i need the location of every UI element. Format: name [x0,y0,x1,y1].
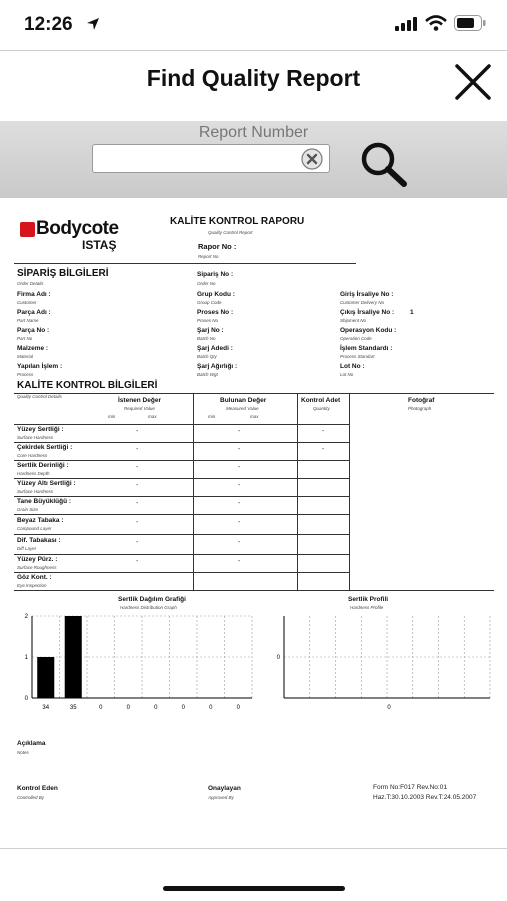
qc-row-label: Dif. Tabakası : [17,537,61,544]
field-label: Malzeme : [17,345,49,352]
field-en: Batch Wgt [197,372,218,377]
field-en: Proses No [197,318,219,323]
qc-req: - [136,519,139,526]
x-tick-label: 35 [69,705,77,711]
y-tick-label: 0 [24,696,28,702]
qc-req: - [136,558,139,565]
qc-row-label: Tane Büyüklüğü : [17,498,72,505]
form-number: Form No:F017 Rev.No:01 [373,784,447,791]
qc-header: Fotoğraf [408,397,435,404]
field-label: Proses No : [197,309,234,316]
field-label: Şarj Ağırlığı : [197,363,238,370]
order-section-en: Order Details [17,281,44,286]
bar [37,657,54,698]
quality-report-document [0,198,507,848]
qc-header: Bulunan Değer [220,397,267,404]
report-title: KALİTE KONTROL RAPORU [170,216,305,227]
qc-req: - [136,428,139,435]
qc-row-en: Eye Inspection [17,583,47,588]
qc-meas: - [238,446,241,453]
qc-row-label: Beyaz Tabaka : [17,517,64,524]
nav-header [0,50,507,122]
qc-row-label: Yüzey Altı Sertliği : [17,480,76,487]
search-bar [0,121,507,199]
hardness-distribution-chart [18,608,258,718]
report-no-en: Report No [198,254,219,259]
status-time: 12:26 [24,14,73,35]
qc-row-en: Surface Roughness [17,565,57,570]
hardness-profile-title: Sertlik Profili [348,596,389,603]
controlled-by-label: Kontrol Eden [17,785,58,792]
cellular-signal-icon [395,17,417,31]
qc-row-en: Core Hardness [17,453,48,458]
y-tick-label: 0 [276,655,280,661]
field-label: Parça Adı : [17,309,51,316]
qc-header: İstenen Değer [118,397,161,404]
field-en: Shipment No [340,318,367,323]
field-en: Lot No [340,372,354,377]
qc-header: Kontrol Adet [301,397,341,404]
qc-sub: max [148,414,157,419]
field-label: Lot No : [340,363,365,370]
qc-meas: - [238,428,241,435]
field-en: Operation Code [340,336,372,341]
report-number-input[interactable] [92,144,330,173]
qc-row-en: Diff Layer [17,546,37,551]
field-en: Order No [197,281,216,286]
controlled-by-en: Controlled By [17,795,45,800]
search-icon[interactable] [356,137,410,191]
qc-row-label: Yüzey Sertliği : [17,426,64,433]
qc-req: - [136,446,139,453]
field-label: Yapılan İşlem : [17,363,63,370]
qc-row-label: Sertlik Derinliği : [17,462,69,469]
qc-row-label: Yüzey Pürz. : [17,556,58,563]
wifi-icon [425,15,447,31]
field-label: Giriş İrsaliye No : [340,291,394,298]
field-en: Process [17,372,34,377]
qc-row-en: Surface Hardness [17,489,54,494]
field-label: Şarj Adedi : [197,345,233,352]
x-tick-label: 0 [181,705,185,711]
y-tick-label: 1 [24,655,28,661]
battery-icon [454,15,486,31]
qc-row-en: Hardness Depth [17,471,50,476]
qc-header-en: Photograph [408,406,432,411]
field-label: Çıkış İrsaliye No : [340,309,395,316]
field-en: Part Name [17,318,39,323]
qc-req: - [136,482,139,489]
hardness-dist-title: Sertlik Dağılım Grafiği [118,596,186,603]
notes-label: Açıklama [17,740,46,747]
notes-en: Notes [17,750,29,755]
qc-header-en: Measured Value [226,406,259,411]
y-tick-label: 2 [24,614,28,620]
qc-sub: min [208,414,216,419]
qc-row-label: Göz Kont. : [17,574,52,581]
clear-icon[interactable] [301,148,323,170]
qc-header-en: Required Value [124,406,155,411]
qc-meas: - [238,539,241,546]
report-no-label: Rapor No : [198,242,237,251]
qc-meas: - [238,519,241,526]
field-en: Customer [17,300,37,305]
x-tick-label: 0 [236,705,240,711]
status-bar [0,0,507,50]
logo-sub: ISTAŞ [82,238,117,252]
x-tick-label: 0 [209,705,213,711]
field-label: Parça No : [17,327,50,334]
report-title-en: Quality Control Report [208,230,253,235]
search-label: Report Number [198,124,309,141]
field-en: Batch No [197,336,216,341]
page-title: Find Quality Report [146,65,361,91]
qc-row-label: Çekirdek Sertliği : [17,444,73,451]
qc-qty: - [322,446,325,453]
field-label: Grup Kodu : [197,291,235,298]
x-tick-label: 34 [42,705,50,711]
field-label: Operasyon Kodu : [340,327,397,334]
field-label: Sipariş No : [197,271,234,278]
field-en: Group Code [197,300,222,305]
qc-section-title: KALİTE KONTROL BİLGİLERİ [17,380,158,391]
qc-meas: - [238,482,241,489]
logo-brand: Bodycote [36,218,119,239]
approved-by-label: Onaylayan [208,785,241,792]
x-tick-label: 0 [99,705,103,711]
qc-req: - [136,500,139,507]
qc-req: - [136,464,139,471]
qc-meas: - [238,464,241,471]
qc-header-en: Quantity [313,406,330,411]
field-en: Batch Qty [197,354,217,359]
field-en: Part No [17,336,33,341]
form-dates: Haz.T:30.10.2003 Rev.T:24.05.2007 [373,794,477,801]
close-icon[interactable] [455,64,491,100]
hardness-dist-en: Hardness Distribution Graph [120,605,177,610]
hardness-profile-en: Hardness Profile [350,605,384,610]
hardness-profile-chart [270,608,500,718]
qc-row-en: Surface Hardness [17,435,54,440]
qc-row-en: Compound Layer [17,526,52,531]
bottom-bar [0,848,507,901]
qc-row-en: Grain Size [17,507,39,512]
x-tick-label: 0 [154,705,158,711]
home-indicator[interactable] [163,886,345,891]
field-label: İşlem Standardı : [340,345,393,352]
logo-mark [20,222,35,237]
x-tick-label: 0 [387,705,391,711]
field-en: Process Standart [340,354,375,359]
field-label: Firma Adı : [17,291,51,298]
qc-meas: - [238,558,241,565]
approved-by-en: Approved By [208,795,234,800]
qc-req: - [136,539,139,546]
qc-sub: min [108,414,116,419]
field-label: Şarj No : [197,327,224,334]
field-en: Customer Delivery No [340,300,385,305]
field-en: Material [17,354,34,359]
cikis-value: 1 [410,309,414,316]
location-arrow-icon [86,17,100,31]
bar [65,616,82,698]
order-section-title: SİPARİŞ BİLGİLERİ [17,268,109,279]
qc-qty: - [322,428,325,435]
qc-section-en: Quality Control Details [17,394,62,399]
qc-meas: - [238,500,241,507]
qc-sub: max [250,414,259,419]
x-tick-label: 0 [126,705,130,711]
